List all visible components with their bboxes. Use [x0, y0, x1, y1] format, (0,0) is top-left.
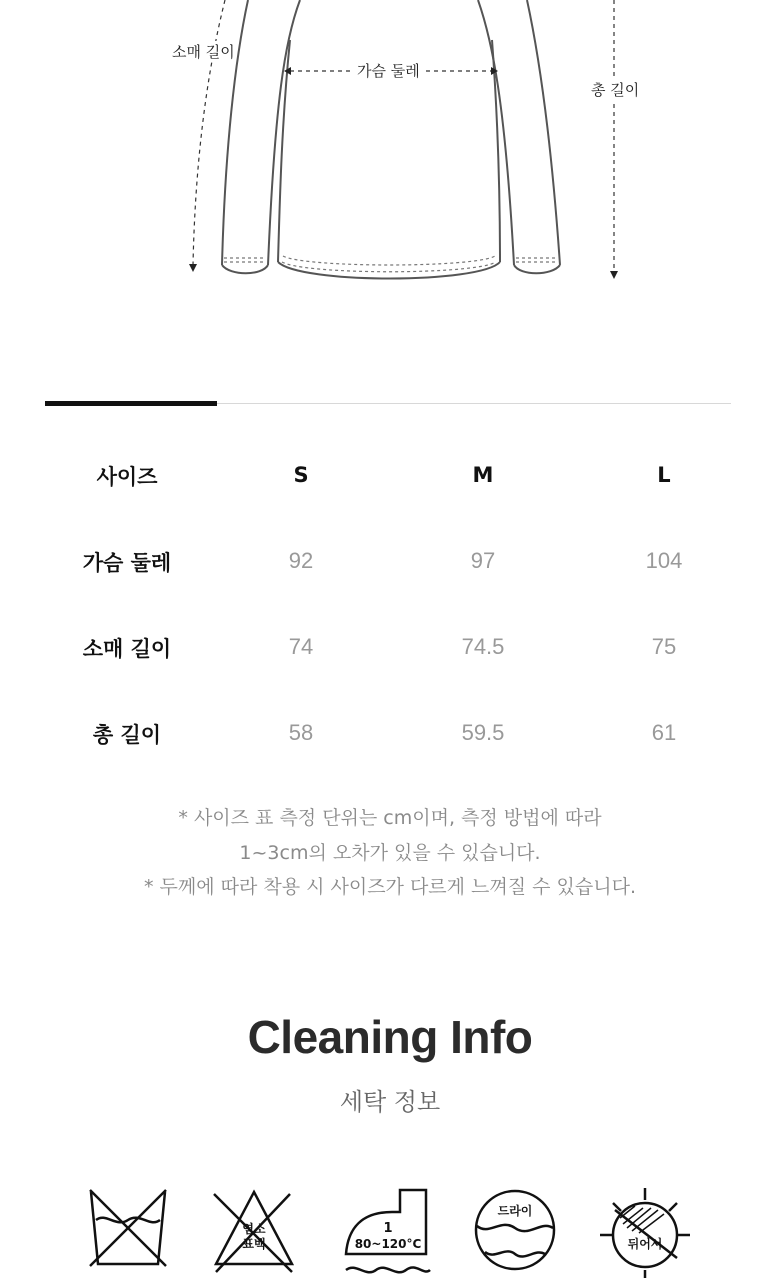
total-s-value: 58 [288, 720, 314, 745]
dry-clean-text: 드라이 [497, 1204, 533, 1218]
garment-diagram [0, 0, 780, 300]
chest-l-value: 104 [645, 548, 683, 573]
sleeve-l-value: 75 [651, 634, 677, 659]
chest-m-value: 97 [470, 548, 496, 573]
no-wring-text: 뒤어서 [627, 1237, 663, 1251]
total-length-label: 총 길이 [588, 79, 642, 100]
sleeve-m-value: 74.5 [461, 634, 505, 659]
row-label-chest: 가슴 둘레 [82, 551, 172, 575]
bleach-text-2: 표백 [242, 1237, 266, 1251]
bleach-text-1: 염소 [242, 1222, 266, 1236]
no-wash-icon [78, 1180, 178, 1280]
table-header-s: S [293, 463, 309, 487]
row-label-sleeve: 소매 길이 [82, 637, 172, 661]
size-note-line-2: 1~3cm의 오차가 있을 수 있습니다. [239, 842, 541, 864]
size-note-line-3: * 두께에 따라 착용 시 사이즈가 다르게 느껴질 수 있습니다. [143, 876, 637, 898]
no-wring-icon [595, 1180, 695, 1280]
sleeve-length-label: 소매 길이 [172, 43, 235, 61]
size-note-line-1: * 사이즈 표 측정 단위는 cm이며, 측정 방법에 따라 [178, 807, 602, 829]
table-header-l: L [657, 463, 671, 487]
table-header-size: 사이즈 [96, 465, 158, 489]
tab-active-indicator[interactable] [45, 401, 217, 406]
no-bleach-icon [204, 1180, 304, 1280]
cleaning-info-subtitle: 세탁 정보 [339, 1088, 441, 1116]
iron-temp-text: 80~120°C [354, 1237, 422, 1251]
dry-clean-icon [465, 1180, 565, 1280]
total-l-value: 61 [651, 720, 677, 745]
chest-label: 가슴 둘레 [353, 60, 424, 81]
table-header-m: M [472, 463, 494, 487]
iron-icon [340, 1180, 440, 1280]
sweater-outline-icon [0, 0, 780, 300]
cleaning-info-title: Cleaning Info [247, 1011, 533, 1063]
sleeve-s-value: 74 [288, 634, 314, 659]
row-label-total: 총 길이 [92, 723, 162, 747]
chest-s-value: 92 [288, 548, 314, 573]
iron-level-text: 1 [383, 1221, 393, 1236]
total-m-value: 59.5 [461, 720, 505, 745]
